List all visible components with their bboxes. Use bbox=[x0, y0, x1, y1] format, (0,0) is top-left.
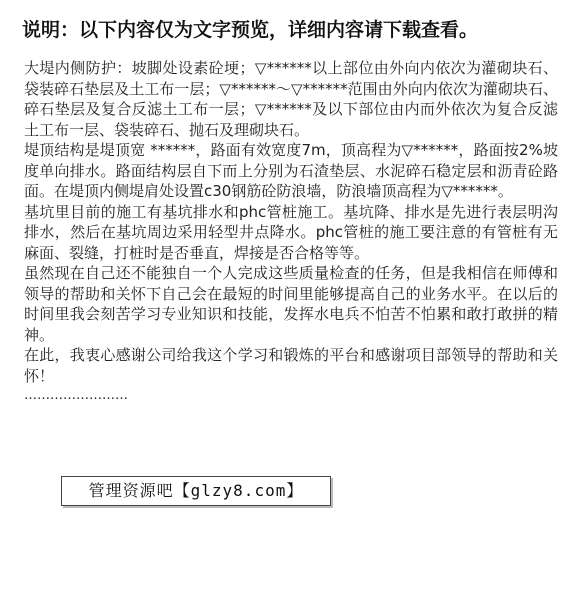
site-watermark-banner: 管理资源吧【glzy8.com】 bbox=[61, 476, 331, 506]
paragraph-foundation-pit: 基坑里目前的施工有基坑排水和phc管桩施工。基坑降、排水是先进行表层明沟排水，然后在基坑周边采用轻型井点降水。phc管桩的施工要注意的有管桩有无麻面、裂缝，打桩时是否垂直，焊接是否合格等等。 bbox=[24, 202, 558, 262]
preview-notice-title: 说明：以下内容仅为文字预览，详细内容请下载查看。 bbox=[22, 19, 479, 41]
document-body bbox=[24, 58, 558, 404]
paragraph-inner-protection: 大堤内侧防护：坡脚处设素砼埂；▽******以上部位由外向内依次为灌砌块石、袋装碎石垫层及土工布一层；▽******～▽******范围由外向内依次为灌砌块石、碎石垫层及复合反滤土工布一层；▽******及以下部位由内而外依次为复合反滤土工布一层、袋装碎石、抛石及理砌块石。 bbox=[24, 59, 558, 139]
ellipsis-dots: …………………… bbox=[24, 388, 128, 403]
paragraph-personal-reflection: 虽然现在自己还不能独自一个人完成这些质量检查的任务，但是我相信在师傅和领导的帮助和关怀下自己会在最短的时间里能够提高自己的业务水平。在以后的时间里我会刻苦学习专业知识和技能，发挥水电兵不怕苦不怕累和敢打敢拼的精神。 bbox=[24, 264, 558, 344]
paragraph-crest-structure: 堤顶结构是堤顶宽 ******，路面有效宽度7m，顶高程为▽******，路面按2%坡度单向排水。路面结构层自下而上分别为石渣垫层、水泥碎石稳定层和沥青砼路面。在堤顶内侧堤肩处设置c30钢筋砼防浪墙，防浪墙顶高程为▽******。 bbox=[24, 141, 558, 200]
paragraph-thanks: 在此，我衷心感谢公司给我这个学习和锻炼的平台和感谢项目部领导的帮助和关怀！ bbox=[24, 346, 558, 385]
